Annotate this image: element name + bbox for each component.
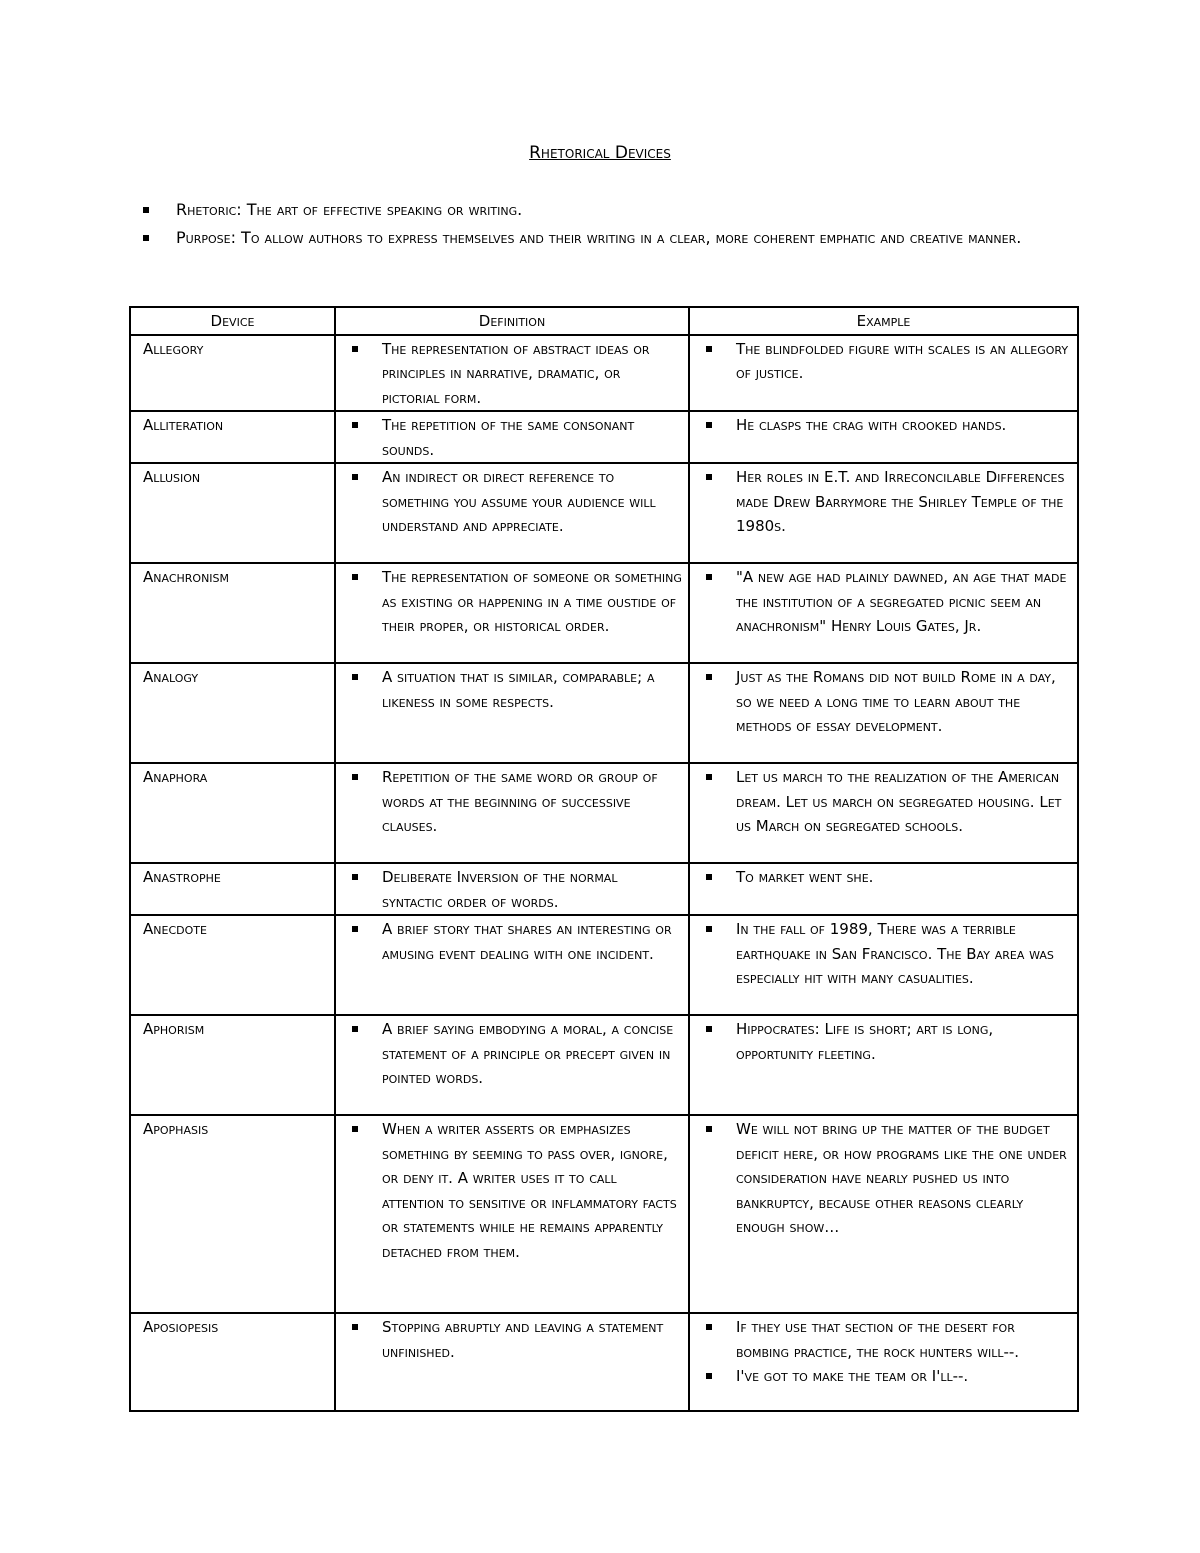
- table-row: [130, 1313, 1078, 1411]
- definition-text: The repetition of the same consonant sounds.: [348, 413, 682, 462]
- table-row: [130, 463, 1078, 563]
- example-text: If they use that section of the desert for bombing practice, the rock hunters will--.: [702, 1315, 1071, 1364]
- definition-text: Repetition of the same word or group of words at the beginning of successive clauses.: [348, 765, 682, 839]
- example-text: The blindfolded figure with scales is an allegory of justice.: [702, 337, 1071, 386]
- device-cell: Aposiopesis: [130, 1313, 335, 1411]
- definition-text: An indirect or direct reference to something you assume your audience will understand and appreciate.: [348, 465, 682, 539]
- table-row: [130, 563, 1078, 663]
- example-text: To market went she.: [702, 865, 1071, 890]
- definition-text: A brief story that shares an interesting or amusing event dealing with one incident.: [348, 917, 682, 966]
- intro-list: [140, 196, 1040, 252]
- device-cell: Anaphora: [130, 763, 335, 863]
- intro-purpose: Purpose: To allow authors to express themselves and their writing in a clear, more coherent emphatic and creative manner.: [140, 224, 1040, 252]
- definition-cell: [335, 1115, 689, 1313]
- definition-cell: [335, 1313, 689, 1411]
- device-cell: Allusion: [130, 463, 335, 563]
- definition-cell: [335, 335, 689, 412]
- example-text: "A new age had plainly dawned, an age that made the institution of a segregated picnic seem an anachronism" Henry Louis Gates, Jr.: [702, 565, 1071, 639]
- definition-text: Deliberate Inversion of the normal syntactic order of words.: [348, 865, 682, 914]
- definition-cell: [335, 563, 689, 663]
- example-cell: [689, 463, 1078, 563]
- example-cell: [689, 1313, 1078, 1411]
- example-text: In the fall of 1989, There was a terrible earthquake in San Francisco. The Bay area was especially hit with many casualities.: [702, 917, 1071, 991]
- devices-table: [129, 306, 1079, 1412]
- example-text: Let us march to the realization of the American dream. Let us march on segregated housing. Let us March on segregated schools.: [702, 765, 1071, 839]
- device-cell: Apophasis: [130, 1115, 335, 1313]
- example-text: Her roles in E.T. and Irreconcilable Differences made Drew Barrymore the Shirley Temple of the 1980s.: [702, 465, 1071, 539]
- table-row: [130, 1015, 1078, 1115]
- example-cell: [689, 563, 1078, 663]
- example-text: He clasps the crag with crooked hands.: [702, 413, 1071, 438]
- device-cell: Anachronism: [130, 563, 335, 663]
- definition-cell: [335, 463, 689, 563]
- device-cell: Anecdote: [130, 915, 335, 1015]
- table-row: [130, 663, 1078, 763]
- device-cell: Alliteration: [130, 411, 335, 463]
- example-cell: [689, 1115, 1078, 1313]
- definition-cell: [335, 915, 689, 1015]
- example-cell: [689, 915, 1078, 1015]
- device-cell: Allegory: [130, 335, 335, 412]
- definition-cell: [335, 411, 689, 463]
- device-cell: Aphorism: [130, 1015, 335, 1115]
- definition-text: Stopping abruptly and leaving a statement unfinished.: [348, 1315, 682, 1364]
- definition-cell: [335, 1015, 689, 1115]
- header-definition: Definition: [335, 307, 689, 335]
- page-title: Rhetorical Devices: [529, 143, 671, 163]
- example-text: I've got to make the team or I'll--.: [702, 1364, 1071, 1389]
- definition-text: The representation of someone or something as existing or happening in a time oustide of their proper, or historical order.: [348, 565, 682, 639]
- header-example: Example: [689, 307, 1078, 335]
- device-cell: Anastrophe: [130, 863, 335, 915]
- table-row: [130, 915, 1078, 1015]
- device-cell: Analogy: [130, 663, 335, 763]
- definition-text: A situation that is similar, comparable; a likeness in some respects.: [348, 665, 682, 714]
- example-cell: [689, 763, 1078, 863]
- definition-cell: [335, 663, 689, 763]
- example-text: Just as the Romans did not build Rome in a day, so we need a long time to learn about the methods of essay development.: [702, 665, 1071, 739]
- example-text: Hippocrates: Life is short; art is long, opportunity fleeting.: [702, 1017, 1071, 1066]
- example-text: We will not bring up the matter of the budget deficit here, or how programs like the one under consideration have nearly pushed us into bankruptcy, because other reasons clearly enough show…: [702, 1117, 1071, 1240]
- example-cell: [689, 411, 1078, 463]
- example-cell: [689, 663, 1078, 763]
- table-row: [130, 1115, 1078, 1313]
- definition-text: The representation of abstract ideas or principles in narrative, dramatic, or pictorial form.: [348, 337, 682, 411]
- definition-text: When a writer asserts or emphasizes something by seeming to pass over, ignore, or deny it. A writer uses it to call attention to sensitive or inflammatory facts or statements while he remains apparently detached from them.: [348, 1117, 682, 1264]
- intro-rhetoric: Rhetoric: The art of effective speaking or writing.: [140, 196, 1040, 224]
- example-cell: [689, 335, 1078, 412]
- table-header-row: [130, 307, 1078, 335]
- example-cell: [689, 863, 1078, 915]
- definition-cell: [335, 863, 689, 915]
- table-row: [130, 863, 1078, 915]
- definition-text: A brief saying embodying a moral, a concise statement of a principle or precept given in pointed words.: [348, 1017, 682, 1091]
- table-row: [130, 411, 1078, 463]
- definition-cell: [335, 763, 689, 863]
- table-row: [130, 763, 1078, 863]
- table-row: [130, 335, 1078, 412]
- example-cell: [689, 1015, 1078, 1115]
- header-device: Device: [130, 307, 335, 335]
